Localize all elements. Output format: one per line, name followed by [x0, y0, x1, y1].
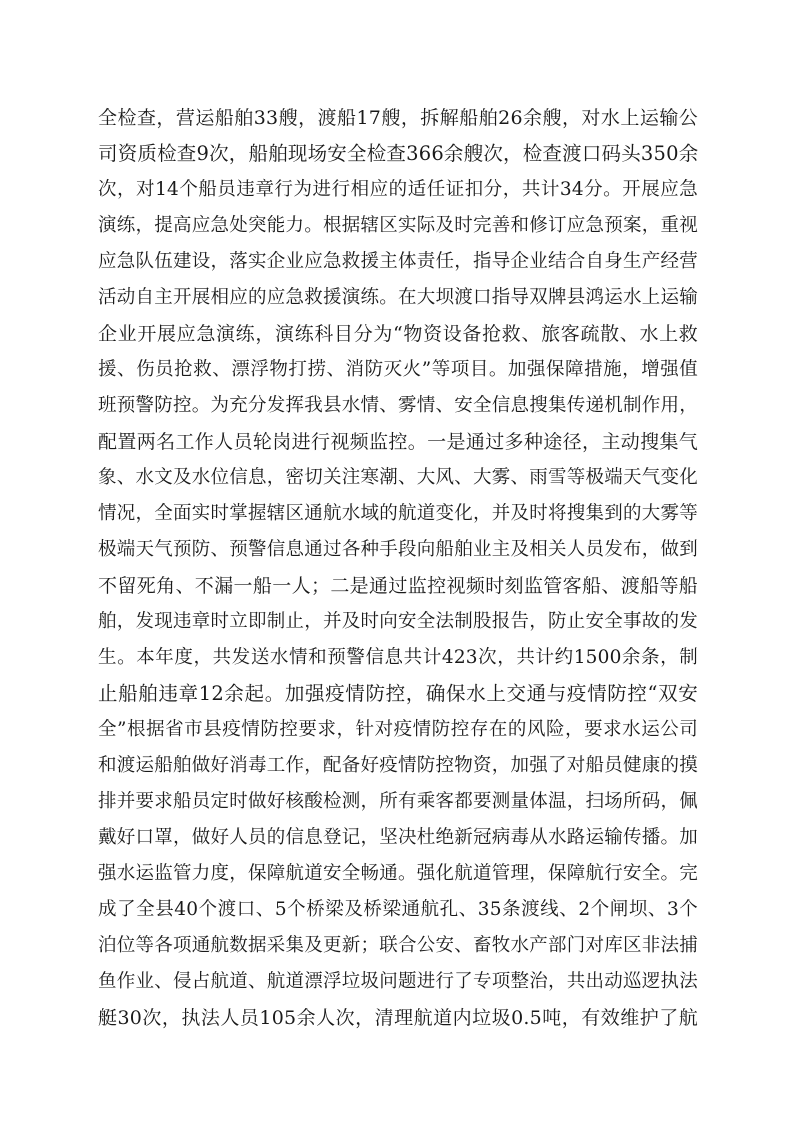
text-line: 不留死角、不漏一船一人；二是通过监控视频时刻监管客船、渡船等船: [98, 575, 698, 597]
body-text: [98, 100, 698, 1036]
text-line: 戴好口罩，做好人员的信息登记，坚决杜绝新冠病毒从水路运输传播。加: [98, 827, 698, 848]
text-line: 活动自主开展相应的应急救援演练。在大坝渡口指导双牌县鸿运水上运输: [98, 287, 698, 308]
text-line: 和渡运船舶做好消毒工作，配备好疫情防控物资，加强了对船员健康的摸: [98, 755, 698, 776]
text-line: 配置两名工作人员轮岗进行视频监控。一是通过多种途径，主动搜集气: [98, 431, 698, 453]
text-line: 极端天气预防、预警信息通过各种手段向船舶业主及相关人员发布，做到: [98, 539, 698, 560]
text-line: 次，对14个船员违章行为进行相应的适任证扣分，共计34分。开展应急: [98, 179, 698, 200]
text-line: 全”根据省市县疫情防控要求，针对疫情防控存在的风险，要求水运公司: [98, 719, 698, 740]
text-line: 援、伤员抢救、漂浮物打捞、消防灭火”等项目。加强保障措施，增强值: [98, 359, 698, 380]
text-line: 应急队伍建设，落实企业应急救援主体责任，指导企业结合自身生产经营: [98, 251, 698, 272]
text-line: 全检查，营运船舶33艘，渡船17艘，拆解船舶26余艘，对水上运输公: [98, 107, 698, 129]
text-line: 演练，提高应急处突能力。根据辖区实际及时完善和修订应急预案，重视: [98, 215, 698, 236]
text-line: 舶，发现违章时立即制止，并及时向安全法制股报告，防止安全事故的发: [98, 611, 698, 632]
text-line: 情况，全面实时掌握辖区通航水域的航道变化，并及时将搜集到的大雾等: [98, 503, 698, 524]
text-line: 象、水文及水位信息，密切关注寒潮、大风、大雾、雨雪等极端天气变化: [98, 467, 698, 488]
text-line: 艇30次，执法人员105余人次，清理航道内垃圾0.5吨，有效维护了航: [98, 1007, 698, 1029]
text-line: 排并要求船员定时做好核酸检测，所有乘客都要测量体温，扫场所码，佩: [98, 791, 698, 812]
text-line: 泊位等各项通航数据采集及更新；联合公安、畜牧水产部门对库区非法捕: [98, 935, 698, 956]
text-line: 企业开展应急演练，演练科目分为“物资设备抢救、旅客疏散、水上救: [98, 323, 698, 345]
text-line: 止船舶违章12余起。加强疫情防控，确保水上交通与疫情防控“双安: [98, 682, 698, 705]
text-line: 生。本年度，共发送水情和预警信息共计423次，共计约1500余条，制: [98, 647, 698, 668]
text-line: 成了全县40个渡口、5个桥梁及桥梁通航孔、35条渡线、2个闸坝、3个: [98, 899, 698, 920]
text-line: 司资质检查9次，船舶现场安全检查366余艘次，检查渡口码头350余: [98, 142, 699, 165]
text-line: 强水运监管力度，保障航道安全畅通。强化航道管理，保障航行安全。完: [98, 863, 698, 884]
text-line: 鱼作业、侵占航道、航道漂浮垃圾问题进行了专项整治，共出动巡逻执法: [98, 971, 698, 992]
text-line: 班预警防控。为充分发挥我县水情、雾情、安全信息搜集传递机制作用，: [98, 395, 698, 416]
